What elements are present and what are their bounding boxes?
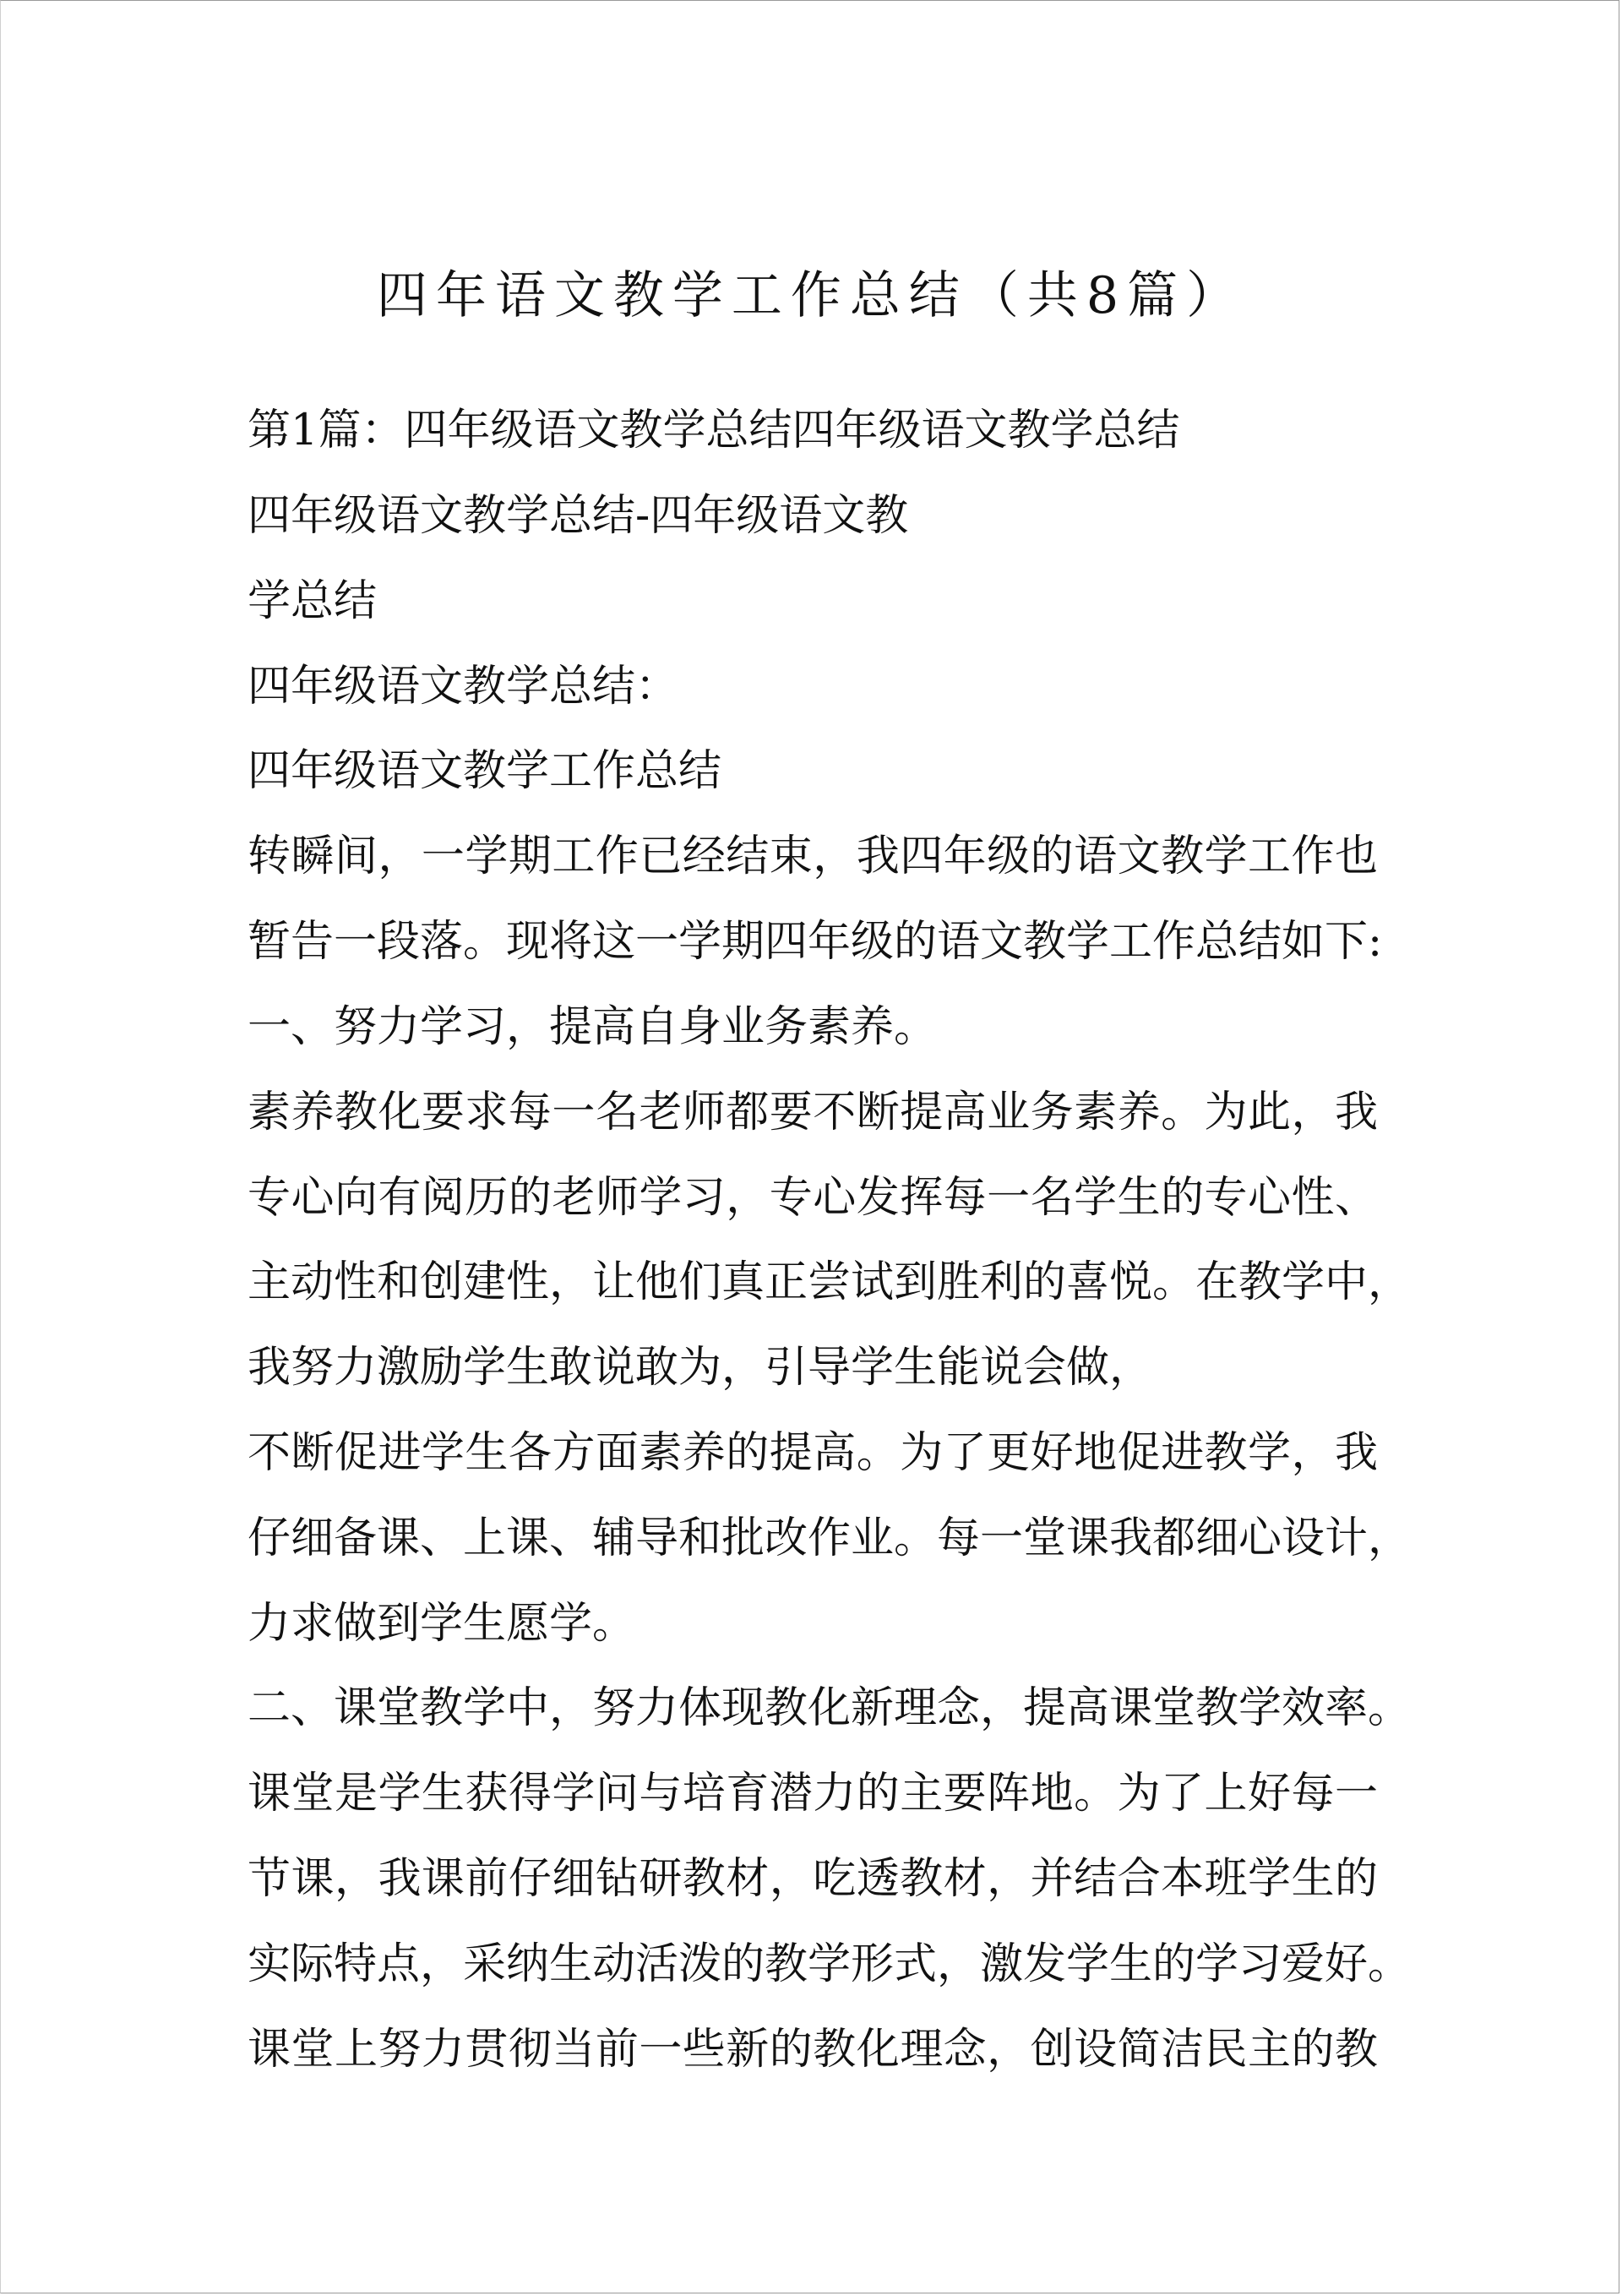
body-line: 暂告一段落。现将这一学期四年级的语文教学工作总结如下: xyxy=(248,917,1383,967)
body-line: 仔细备课、上课、辅导和批改作业。每一堂课我都细心设计， xyxy=(248,1513,1412,1563)
section-heading: 一、努力学习，提高自身业务素养。 xyxy=(248,1002,938,1052)
body-line: 我努力激励学生敢说敢为，引导学生能说会做， xyxy=(248,1343,1153,1393)
body-line: 节课，我课前仔细钻研教材，吃透教材，并结合本班学生的 xyxy=(248,1854,1378,1904)
body-line: 主动性和创建性，让他们真正尝试到胜利的喜悦。在教学中， xyxy=(248,1257,1412,1307)
body-line: 专心向有阅历的老师学习，专心发挥每一名学生的专心性、 xyxy=(248,1173,1378,1223)
body-line: 四年级语文教学总结-四年级语文教 xyxy=(248,491,909,541)
body-line: 不断促进学生各方面素养的提高。为了更好地促进教学，我 xyxy=(248,1428,1378,1478)
document-title: 四年语文教学工作总结（共8篇） xyxy=(376,266,1246,325)
body-line: 四年级语文教学总结： xyxy=(248,662,679,712)
body-line: 课堂上努力贯彻当前一些新的教化理念，创设简洁民主的教 xyxy=(248,2025,1378,2075)
body-line: 学总结 xyxy=(248,576,378,626)
body-line: 转瞬间，一学期工作已经结束，我四年级的语文教学工作也 xyxy=(248,832,1378,881)
section-heading: 二、课堂教学中，努力体现教化新理念，提高课堂教学效率。 xyxy=(248,1683,1412,1733)
body-line: 四年级语文教学工作总结 xyxy=(248,746,722,796)
body-line: 实际特点，采纳生动活泼的教学形式，激发学生的学习爱好。 xyxy=(248,1939,1412,1989)
body-line: 素养教化要求每一名老师都要不断提高业务素养。为此，我 xyxy=(248,1088,1378,1137)
body-line: 力求做到学生愿学。 xyxy=(248,1599,636,1649)
body-line: 课堂是学生获得学问与培育潜力的主要阵地。为了上好每一 xyxy=(248,1769,1378,1819)
body-line: 第1篇：四年级语文教学总结四年级语文教学总结 xyxy=(248,406,1180,455)
